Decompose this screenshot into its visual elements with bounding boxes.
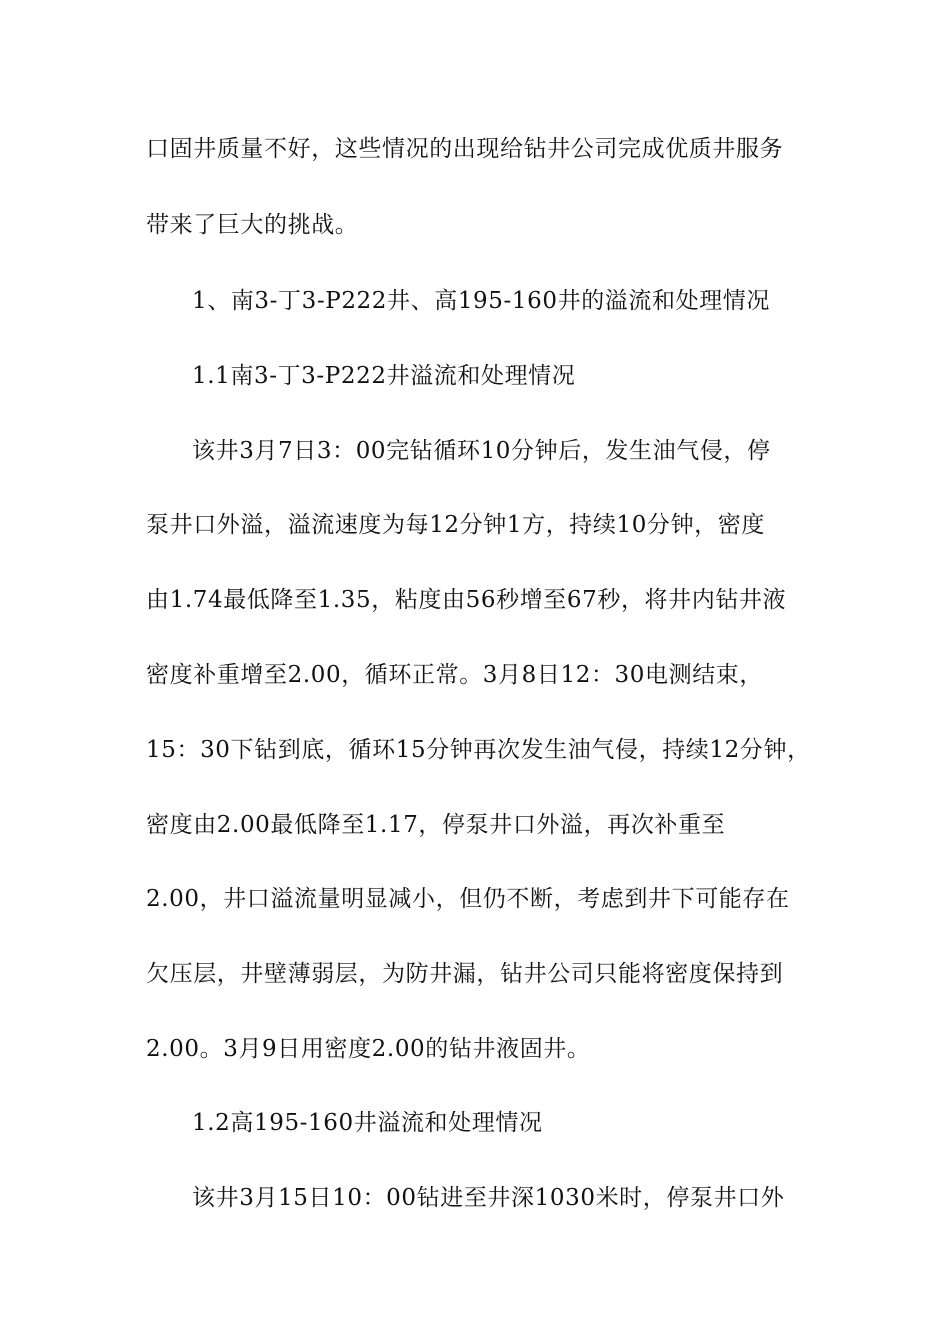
paragraph-line: 欠压层，井壁薄弱层，为防井漏，钻井公司只能将密度保持到 xyxy=(146,961,784,987)
paragraph-line: 由1.74最低降至1.35，粘度由56秒增至67秒，将井内钻井液 xyxy=(146,587,787,613)
paragraph-line: 密度补重增至2.00，循环正常。3月8日12：30电测结束， xyxy=(146,662,764,688)
subsection-heading: 1.2高195-160井溢流和处理情况 xyxy=(192,1110,543,1136)
paragraph-line: 密度由2.00最低降至1.17，停泵井口外溢，再次补重至 xyxy=(146,812,726,838)
paragraph-line: 2.00。3月9日用密度2.00的钻井液固井。 xyxy=(146,1036,591,1062)
paragraph-line: 15：30下钻到底，循环15分钟再次发生油气侵，持续12分钟， xyxy=(146,737,811,763)
section-heading: 1、南3-丁3-P222井、高195-160井的溢流和处理情况 xyxy=(192,288,770,314)
paragraph-line: 2.00，井口溢流量明显减小，但仍不断，考虑到井下可能存在 xyxy=(146,886,790,912)
paragraph-line: 该井3月15日10：00钻进至井深1030米时，停泵井口外 xyxy=(192,1185,785,1211)
paragraph-line: 带来了巨大的挑战。 xyxy=(146,212,359,238)
paragraph-line: 口固井质量不好，这些情况的出现给钻井公司完成优质井服务 xyxy=(146,136,784,162)
paragraph-line: 该井3月7日3：00完钻循环10分钟后，发生油气侵，停 xyxy=(192,438,771,464)
subsection-heading: 1.1南3-丁3-P222井溢流和处理情况 xyxy=(192,363,576,389)
paragraph-line: 泵井口外溢，溢流速度为每12分钟1方，持续10分钟，密度 xyxy=(146,512,765,538)
